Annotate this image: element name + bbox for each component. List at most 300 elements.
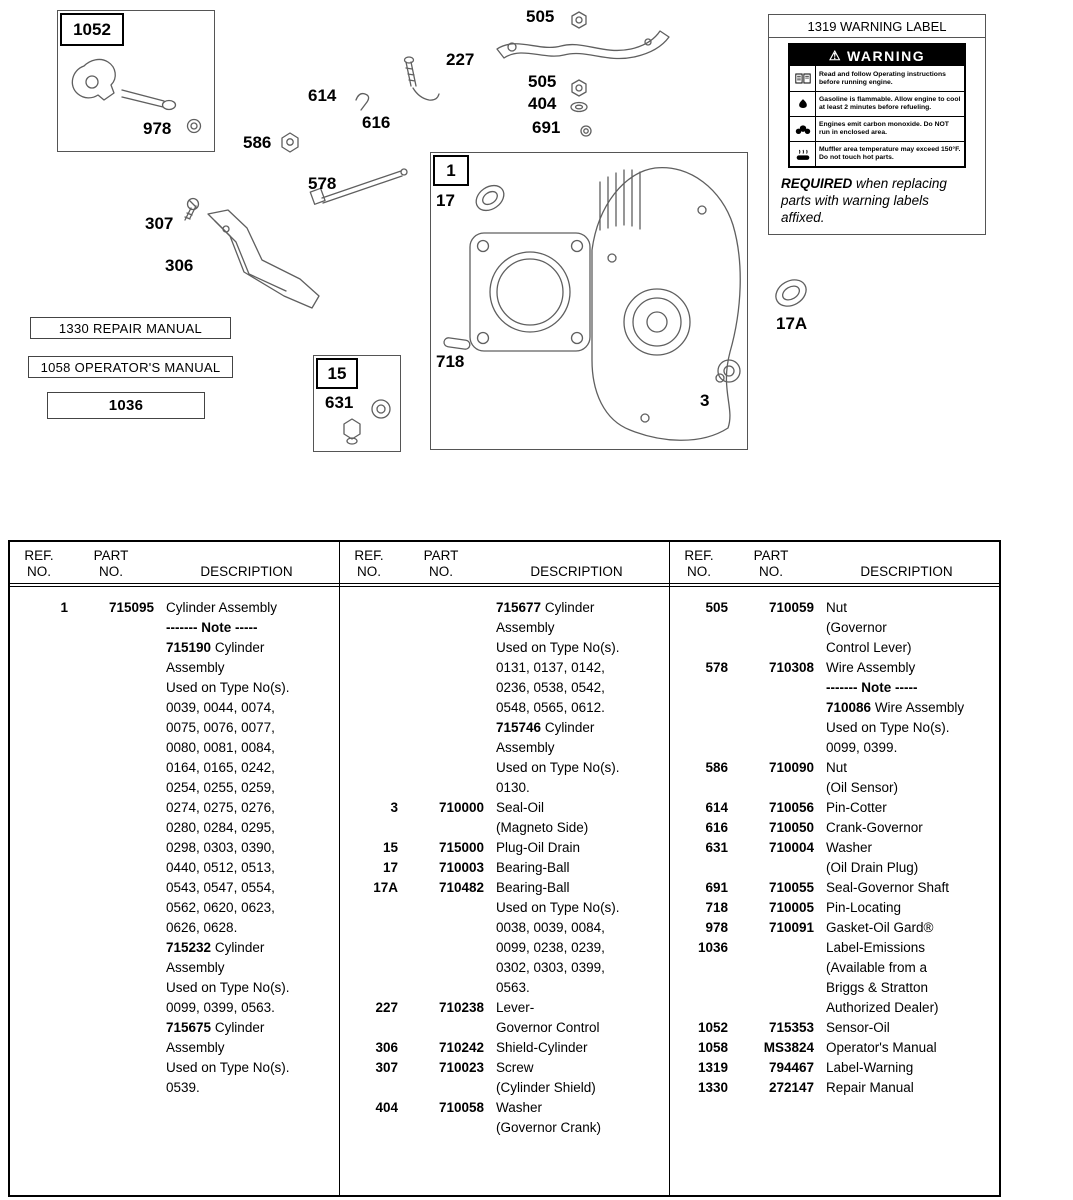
description-cell: Bearing-Ball bbox=[496, 880, 570, 895]
part-no-cell bbox=[398, 918, 484, 938]
description-cell: 0038, 0039, 0084, bbox=[496, 920, 605, 935]
part-no-cell bbox=[68, 718, 154, 738]
part-no-cell bbox=[68, 858, 154, 878]
description-cell: Used on Type No(s). bbox=[826, 720, 950, 735]
description-cell: (Magneto Side) bbox=[496, 820, 589, 835]
part-no-cell: 710004 bbox=[768, 840, 814, 855]
table-row bbox=[10, 918, 339, 938]
part-no-cell bbox=[728, 698, 814, 718]
part-no-cell bbox=[398, 698, 484, 718]
callout-404: 404 bbox=[528, 94, 557, 113]
description-cell: 0280, 0284, 0295, bbox=[166, 820, 275, 835]
ref-no-cell bbox=[10, 698, 68, 718]
table-row bbox=[670, 918, 999, 938]
warning-label-panel bbox=[768, 14, 986, 235]
table-row bbox=[670, 738, 999, 758]
callout-616: 616 bbox=[362, 113, 391, 132]
part-no-cell: 710091 bbox=[768, 920, 814, 935]
part-no-cell: 794467 bbox=[768, 1060, 814, 1075]
part-no-cell bbox=[68, 818, 154, 838]
part-no-cell bbox=[68, 698, 154, 718]
part-no-cell bbox=[398, 958, 484, 978]
table-row bbox=[670, 598, 999, 618]
table-row bbox=[10, 778, 339, 798]
manual-box: 1036 bbox=[47, 392, 205, 419]
part-no-cell bbox=[68, 978, 154, 998]
table-row bbox=[10, 818, 339, 838]
warning-sign-header bbox=[790, 45, 964, 66]
part-no-cell bbox=[728, 738, 814, 758]
ref-no-cell bbox=[670, 718, 728, 738]
description-cell: Crank-Governor bbox=[826, 820, 923, 835]
part-no-cell bbox=[68, 878, 154, 898]
ref-no-cell bbox=[340, 918, 398, 938]
part-no-cell bbox=[398, 678, 484, 698]
part-no-cell bbox=[68, 958, 154, 978]
part-no-cell bbox=[398, 598, 484, 618]
fuel-flame-icon bbox=[790, 92, 816, 116]
ref-no-cell bbox=[10, 758, 68, 778]
callout-691: 691 bbox=[532, 118, 561, 137]
part-no-cell bbox=[68, 1078, 154, 1098]
callout-978: 978 bbox=[143, 119, 172, 138]
description-cell: Used on Type No(s). bbox=[166, 980, 290, 995]
callout-1052: 1052 bbox=[60, 13, 124, 46]
description-cell: (Governor bbox=[826, 620, 887, 635]
part-no-cell: 710242 bbox=[438, 1040, 484, 1055]
ref-no-cell: 307 bbox=[375, 1060, 398, 1075]
part-no-cell: 710023 bbox=[438, 1060, 484, 1075]
description-cell: 0099, 0238, 0239, bbox=[496, 940, 605, 955]
part-no-cell bbox=[728, 998, 814, 1018]
ref-no-cell bbox=[10, 978, 68, 998]
ref-no-cell: 3 bbox=[390, 800, 398, 815]
ref-no-cell: 718 bbox=[705, 900, 728, 915]
table-row bbox=[340, 918, 669, 938]
warning-items bbox=[790, 66, 964, 166]
description-cell: 715677 Cylinder bbox=[496, 600, 595, 615]
part-no-cell: 715353 bbox=[768, 1020, 814, 1035]
callout-17: 17 bbox=[436, 191, 455, 210]
table-header bbox=[10, 542, 339, 583]
part-no-cell: 710003 bbox=[438, 860, 484, 875]
description-cell: 0562, 0620, 0623, bbox=[166, 900, 275, 915]
part-no-cell: 710308 bbox=[768, 660, 814, 675]
ref-no-cell bbox=[340, 718, 398, 738]
callout-631: 631 bbox=[325, 393, 354, 412]
description-cell: Shield-Cylinder bbox=[496, 1040, 588, 1055]
table-body-column-1 bbox=[10, 587, 339, 1195]
table-row bbox=[10, 638, 339, 658]
exploded-parts-diagram bbox=[0, 0, 1073, 538]
part-no-cell bbox=[398, 978, 484, 998]
part-no-cell bbox=[68, 758, 154, 778]
description-cell: Gasket-Oil Gard® bbox=[826, 920, 934, 935]
part-no-cell bbox=[398, 638, 484, 658]
table-row bbox=[670, 638, 999, 658]
table-row bbox=[670, 698, 999, 718]
ref-no-cell: 1036 bbox=[697, 940, 728, 955]
ref-no-cell bbox=[10, 798, 68, 818]
table-row bbox=[670, 818, 999, 838]
ref-no-cell bbox=[10, 918, 68, 938]
table-row bbox=[670, 858, 999, 878]
description-cell: 715675 Cylinder bbox=[166, 1020, 265, 1035]
table-row bbox=[670, 1018, 999, 1038]
ref-no-cell bbox=[340, 958, 398, 978]
table-row bbox=[10, 1018, 339, 1038]
table-row bbox=[340, 978, 669, 998]
table-row bbox=[10, 658, 339, 678]
table-body-column-3 bbox=[670, 587, 999, 1195]
ref-no-cell bbox=[340, 1018, 398, 1038]
ref-no-cell bbox=[340, 778, 398, 798]
table-row bbox=[10, 1038, 339, 1058]
ref-no-cell bbox=[670, 698, 728, 718]
part-no-cell bbox=[728, 858, 814, 878]
part-no-cell bbox=[728, 618, 814, 638]
ref-no-cell bbox=[670, 998, 728, 1018]
part-no-cell bbox=[398, 1078, 484, 1098]
ref-no-cell bbox=[10, 878, 68, 898]
part-header-line2: NO. bbox=[428, 564, 453, 579]
manual-book-icon bbox=[790, 66, 816, 91]
table-row bbox=[340, 798, 669, 818]
description-cell: Used on Type No(s). bbox=[166, 680, 290, 695]
part-no-cell: 710005 bbox=[768, 900, 814, 915]
description-header bbox=[484, 548, 669, 580]
ref-no-cell bbox=[10, 818, 68, 838]
ref-no-cell: 586 bbox=[705, 760, 728, 775]
ref-no-cell: 227 bbox=[375, 1000, 398, 1015]
description-cell: Pin-Locating bbox=[826, 900, 902, 915]
ref-no-cell bbox=[10, 1058, 68, 1078]
description-cell: Used on Type No(s). bbox=[166, 1060, 290, 1075]
table-row bbox=[10, 798, 339, 818]
part-no-cell bbox=[728, 938, 814, 958]
table-row bbox=[340, 938, 669, 958]
description-header-label: DESCRIPTION bbox=[530, 564, 623, 579]
table-row bbox=[670, 658, 999, 678]
description-cell: Authorized Dealer) bbox=[826, 1000, 939, 1015]
part-no-cell: 710050 bbox=[768, 820, 814, 835]
table-row bbox=[340, 718, 669, 738]
ref-no-cell: 614 bbox=[705, 800, 728, 815]
part-no-cell bbox=[398, 738, 484, 758]
table-row bbox=[10, 878, 339, 898]
part-header-line1: PART bbox=[753, 548, 789, 563]
ref-no-cell bbox=[670, 638, 728, 658]
part-no-cell bbox=[398, 898, 484, 918]
table-row bbox=[340, 958, 669, 978]
callout-578: 578 bbox=[308, 174, 337, 193]
part-no-header bbox=[398, 548, 484, 580]
description-cell: Plug-Oil Drain bbox=[496, 840, 581, 855]
ref-header-line2: NO. bbox=[26, 564, 51, 579]
description-cell: Pin-Cotter bbox=[826, 800, 887, 815]
table-row bbox=[10, 758, 339, 778]
callout-306: 306 bbox=[165, 256, 194, 275]
part-header-line2: NO. bbox=[98, 564, 123, 579]
ref-no-cell bbox=[340, 758, 398, 778]
warning-item bbox=[790, 66, 964, 91]
description-cell: Nut bbox=[826, 760, 848, 775]
ref-no-cell: 17 bbox=[382, 860, 398, 875]
table-row bbox=[10, 1058, 339, 1078]
part-no-cell bbox=[398, 818, 484, 838]
warning-item-text: Engines emit carbon monoxide. Do NOT run in enclosed area. bbox=[819, 121, 949, 136]
description-cell: Lever- bbox=[496, 1000, 535, 1015]
table-row bbox=[340, 658, 669, 678]
table-row bbox=[340, 998, 669, 1018]
part-no-cell: 272147 bbox=[768, 1080, 814, 1095]
description-cell: Assembly bbox=[166, 660, 225, 675]
part-no-cell: MS3824 bbox=[763, 1040, 814, 1055]
description-cell: 0302, 0303, 0399, bbox=[496, 960, 605, 975]
frame-box-1052 bbox=[57, 10, 215, 152]
table-row bbox=[340, 1078, 669, 1098]
part-no-cell bbox=[68, 1038, 154, 1058]
description-cell: 715746 Cylinder bbox=[496, 720, 595, 735]
description-cell: 0039, 0044, 0074, bbox=[166, 700, 275, 715]
ref-no-header bbox=[340, 548, 398, 580]
table-row bbox=[340, 818, 669, 838]
ref-no-cell: 505 bbox=[705, 600, 728, 615]
table-row bbox=[10, 978, 339, 998]
description-cell: 0563. bbox=[496, 980, 530, 995]
callout-15: 15 bbox=[316, 358, 358, 389]
description-cell: Assembly bbox=[166, 960, 225, 975]
table-row bbox=[670, 958, 999, 978]
ref-no-cell: 631 bbox=[705, 840, 728, 855]
ref-no-cell bbox=[340, 658, 398, 678]
ref-header-line2: NO. bbox=[686, 564, 711, 579]
table-row bbox=[10, 858, 339, 878]
table-row bbox=[340, 1058, 669, 1078]
description-cell: 0164, 0165, 0242, bbox=[166, 760, 275, 775]
description-cell: 0274, 0275, 0276, bbox=[166, 800, 275, 815]
ref-no-cell: 1058 bbox=[697, 1040, 728, 1055]
table-row bbox=[10, 898, 339, 918]
ref-no-cell bbox=[670, 618, 728, 638]
part-no-cell bbox=[728, 778, 814, 798]
part-no-cell bbox=[728, 678, 814, 698]
description-cell: (Oil Sensor) bbox=[826, 780, 899, 795]
description-cell: Governor Control bbox=[496, 1020, 600, 1035]
table-row bbox=[670, 978, 999, 998]
part-no-cell bbox=[68, 938, 154, 958]
callout-1: 1 bbox=[433, 155, 469, 186]
ref-no-cell: 1 bbox=[60, 600, 68, 615]
part-header-line1: PART bbox=[423, 548, 459, 563]
description-cell: 715232 Cylinder bbox=[166, 940, 265, 955]
table-row bbox=[340, 1118, 669, 1138]
part-no-cell: 710000 bbox=[438, 800, 484, 815]
ref-no-cell bbox=[670, 778, 728, 798]
ref-no-cell: 17A bbox=[373, 880, 398, 895]
warning-item-text: Read and follow Operating instructions before running engine. bbox=[819, 70, 946, 86]
table-row bbox=[340, 638, 669, 658]
ref-no-cell bbox=[670, 958, 728, 978]
table-header bbox=[340, 542, 669, 583]
description-cell: Used on Type No(s). bbox=[496, 760, 620, 775]
part-no-cell: 710056 bbox=[768, 800, 814, 815]
description-cell: 715190 Cylinder bbox=[166, 640, 265, 655]
table-row bbox=[340, 878, 669, 898]
description-header-label: DESCRIPTION bbox=[860, 564, 953, 579]
description-cell: Screw bbox=[496, 1060, 534, 1075]
table-row bbox=[10, 598, 339, 618]
warning-item bbox=[790, 141, 964, 166]
required-note-text: when replacing parts with warning labels affixed. bbox=[781, 176, 947, 225]
description-cell: Control Lever) bbox=[826, 640, 912, 655]
description-cell: Label-Warning bbox=[826, 1060, 914, 1075]
warning-sign-word: WARNING bbox=[846, 47, 926, 64]
callout-718: 718 bbox=[436, 352, 465, 371]
table-row bbox=[340, 1098, 669, 1118]
description-cell: 0075, 0076, 0077, bbox=[166, 720, 275, 735]
table-row bbox=[340, 1018, 669, 1038]
description-cell: ------- Note ----- bbox=[826, 680, 918, 695]
description-cell: 0099, 0399. bbox=[826, 740, 898, 755]
parts-table bbox=[8, 540, 1001, 1197]
table-row bbox=[670, 838, 999, 858]
warning-triangle-icon: ⚠ bbox=[828, 48, 842, 63]
ref-no-cell bbox=[10, 838, 68, 858]
description-cell: Label-Emissions bbox=[826, 940, 926, 955]
description-cell: Assembly bbox=[496, 740, 555, 755]
table-row bbox=[670, 1038, 999, 1058]
description-cell: Assembly bbox=[166, 1040, 225, 1055]
part-no-header bbox=[68, 548, 154, 580]
part-no-cell bbox=[68, 838, 154, 858]
warning-item bbox=[790, 116, 964, 141]
table-row bbox=[340, 1038, 669, 1058]
description-header-label: DESCRIPTION bbox=[200, 564, 293, 579]
table-row bbox=[670, 618, 999, 638]
description-cell: 0539. bbox=[166, 1080, 200, 1095]
ref-no-cell: 1319 bbox=[697, 1060, 728, 1075]
warning-item-text: Muffler area temperature may exceed 150°F. Do not touch hot parts. bbox=[819, 146, 961, 161]
ref-no-cell bbox=[340, 1078, 398, 1098]
callout-17A: 17A bbox=[776, 314, 808, 333]
ref-no-cell: 15 bbox=[382, 840, 398, 855]
manual-box: 1330 REPAIR MANUAL bbox=[30, 317, 231, 339]
ref-header-line1: REF. bbox=[354, 548, 384, 563]
description-header bbox=[814, 548, 999, 580]
part-no-cell bbox=[398, 618, 484, 638]
description-cell: 0626, 0628. bbox=[166, 920, 238, 935]
description-cell: Sensor-Oil bbox=[826, 1020, 890, 1035]
ref-no-cell bbox=[340, 638, 398, 658]
warning-item-text: Gasoline is flammable. Allow engine to cool at least 2 minutes before refueling. bbox=[819, 96, 961, 111]
ref-no-cell bbox=[10, 1038, 68, 1058]
callout-227: 227 bbox=[446, 50, 475, 69]
table-row bbox=[670, 1078, 999, 1098]
part-no-cell bbox=[68, 638, 154, 658]
ref-no-cell bbox=[340, 938, 398, 958]
table-body-column-2 bbox=[340, 587, 669, 1195]
part-no-cell bbox=[398, 778, 484, 798]
ref-no-cell: 1052 bbox=[697, 1020, 728, 1035]
ref-no-cell bbox=[10, 618, 68, 638]
description-header bbox=[154, 548, 339, 580]
ref-no-cell bbox=[10, 638, 68, 658]
description-cell: Used on Type No(s). bbox=[496, 640, 620, 655]
part-no-cell bbox=[728, 638, 814, 658]
part-no-cell: 710058 bbox=[438, 1100, 484, 1115]
required-note bbox=[769, 168, 985, 234]
table-row bbox=[340, 758, 669, 778]
callout-505: 505 bbox=[526, 7, 555, 26]
table-column-group-1 bbox=[10, 542, 340, 1195]
description-cell: 0099, 0399, 0563. bbox=[166, 1000, 275, 1015]
part-no-cell bbox=[68, 738, 154, 758]
table-row bbox=[10, 738, 339, 758]
part-no-cell: 715095 bbox=[108, 600, 154, 615]
part-no-cell: 710238 bbox=[438, 1000, 484, 1015]
ref-no-cell: 691 bbox=[705, 880, 728, 895]
table-row bbox=[10, 698, 339, 718]
table-row bbox=[340, 858, 669, 878]
ref-no-cell bbox=[10, 938, 68, 958]
description-cell: 0131, 0137, 0142, bbox=[496, 660, 605, 675]
ref-header-line1: REF. bbox=[24, 548, 54, 563]
part-no-cell: 710090 bbox=[768, 760, 814, 775]
table-row bbox=[340, 778, 669, 798]
description-cell: (Governor Crank) bbox=[496, 1120, 602, 1135]
description-cell: (Cylinder Shield) bbox=[496, 1080, 596, 1095]
table-row bbox=[670, 798, 999, 818]
hot-muffler-icon bbox=[790, 142, 816, 166]
table-row bbox=[10, 958, 339, 978]
description-cell: Nut bbox=[826, 600, 848, 615]
description-cell: 0440, 0512, 0513, bbox=[166, 860, 275, 875]
table-row bbox=[670, 778, 999, 798]
ref-no-cell bbox=[340, 598, 398, 618]
ref-no-cell: 578 bbox=[705, 660, 728, 675]
ref-no-cell: 978 bbox=[705, 920, 728, 935]
ref-no-cell bbox=[10, 738, 68, 758]
table-row bbox=[340, 598, 669, 618]
table-row bbox=[10, 678, 339, 698]
part-no-cell bbox=[398, 1118, 484, 1138]
part-no-cell: 715000 bbox=[438, 840, 484, 855]
table-row bbox=[340, 738, 669, 758]
warning-item bbox=[790, 91, 964, 116]
table-row bbox=[340, 898, 669, 918]
callout-586: 586 bbox=[243, 133, 272, 152]
description-cell: Washer bbox=[496, 1100, 543, 1115]
description-cell: Assembly bbox=[496, 620, 555, 635]
part-no-cell bbox=[68, 798, 154, 818]
part-no-cell: 710055 bbox=[768, 880, 814, 895]
part-no-cell bbox=[398, 938, 484, 958]
table-row bbox=[10, 618, 339, 638]
part-no-header bbox=[728, 548, 814, 580]
warning-label-title: 1319 WARNING LABEL bbox=[769, 15, 985, 38]
part-no-cell bbox=[68, 618, 154, 638]
ref-no-cell bbox=[670, 678, 728, 698]
part-no-cell bbox=[68, 658, 154, 678]
table-row bbox=[670, 998, 999, 1018]
part-no-cell bbox=[728, 718, 814, 738]
table-row bbox=[670, 938, 999, 958]
description-cell: 710086 Wire Assembly bbox=[826, 700, 965, 715]
table-row bbox=[10, 938, 339, 958]
callout-505: 505 bbox=[528, 72, 557, 91]
exhaust-fumes-icon bbox=[790, 117, 816, 141]
